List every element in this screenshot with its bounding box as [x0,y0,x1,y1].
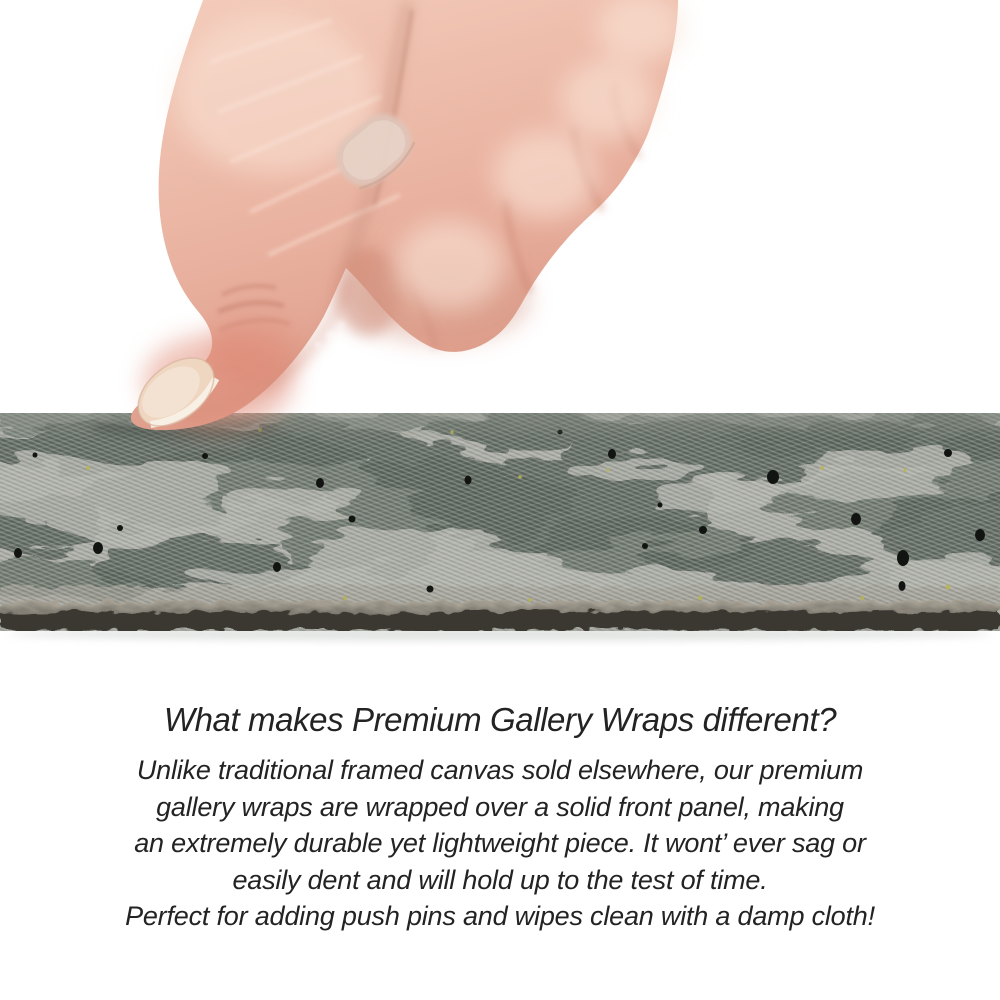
body-line: an extremely durable yet lightweight piece. It wont’ ever sag or [134,828,866,858]
hand-illustration [125,0,684,440]
body-line: Perfect for adding push pins and wipes clean with a damp cloth! [125,901,875,931]
body-line: Unlike traditional framed canvas sold elsewhere, our premium [136,755,864,785]
marketing-copy [0,701,1000,935]
body-line: easily dent and will hold up to the test of time. [232,864,768,895]
canvas-strip [0,413,1000,641]
section-heading: What makes Premium Gallery Wraps different? [163,701,837,738]
canvas-shading [0,413,1000,631]
body-line: gallery wraps are wrapped over a solid front panel, making [156,791,844,822]
panel-edge-dark [0,611,1000,631]
